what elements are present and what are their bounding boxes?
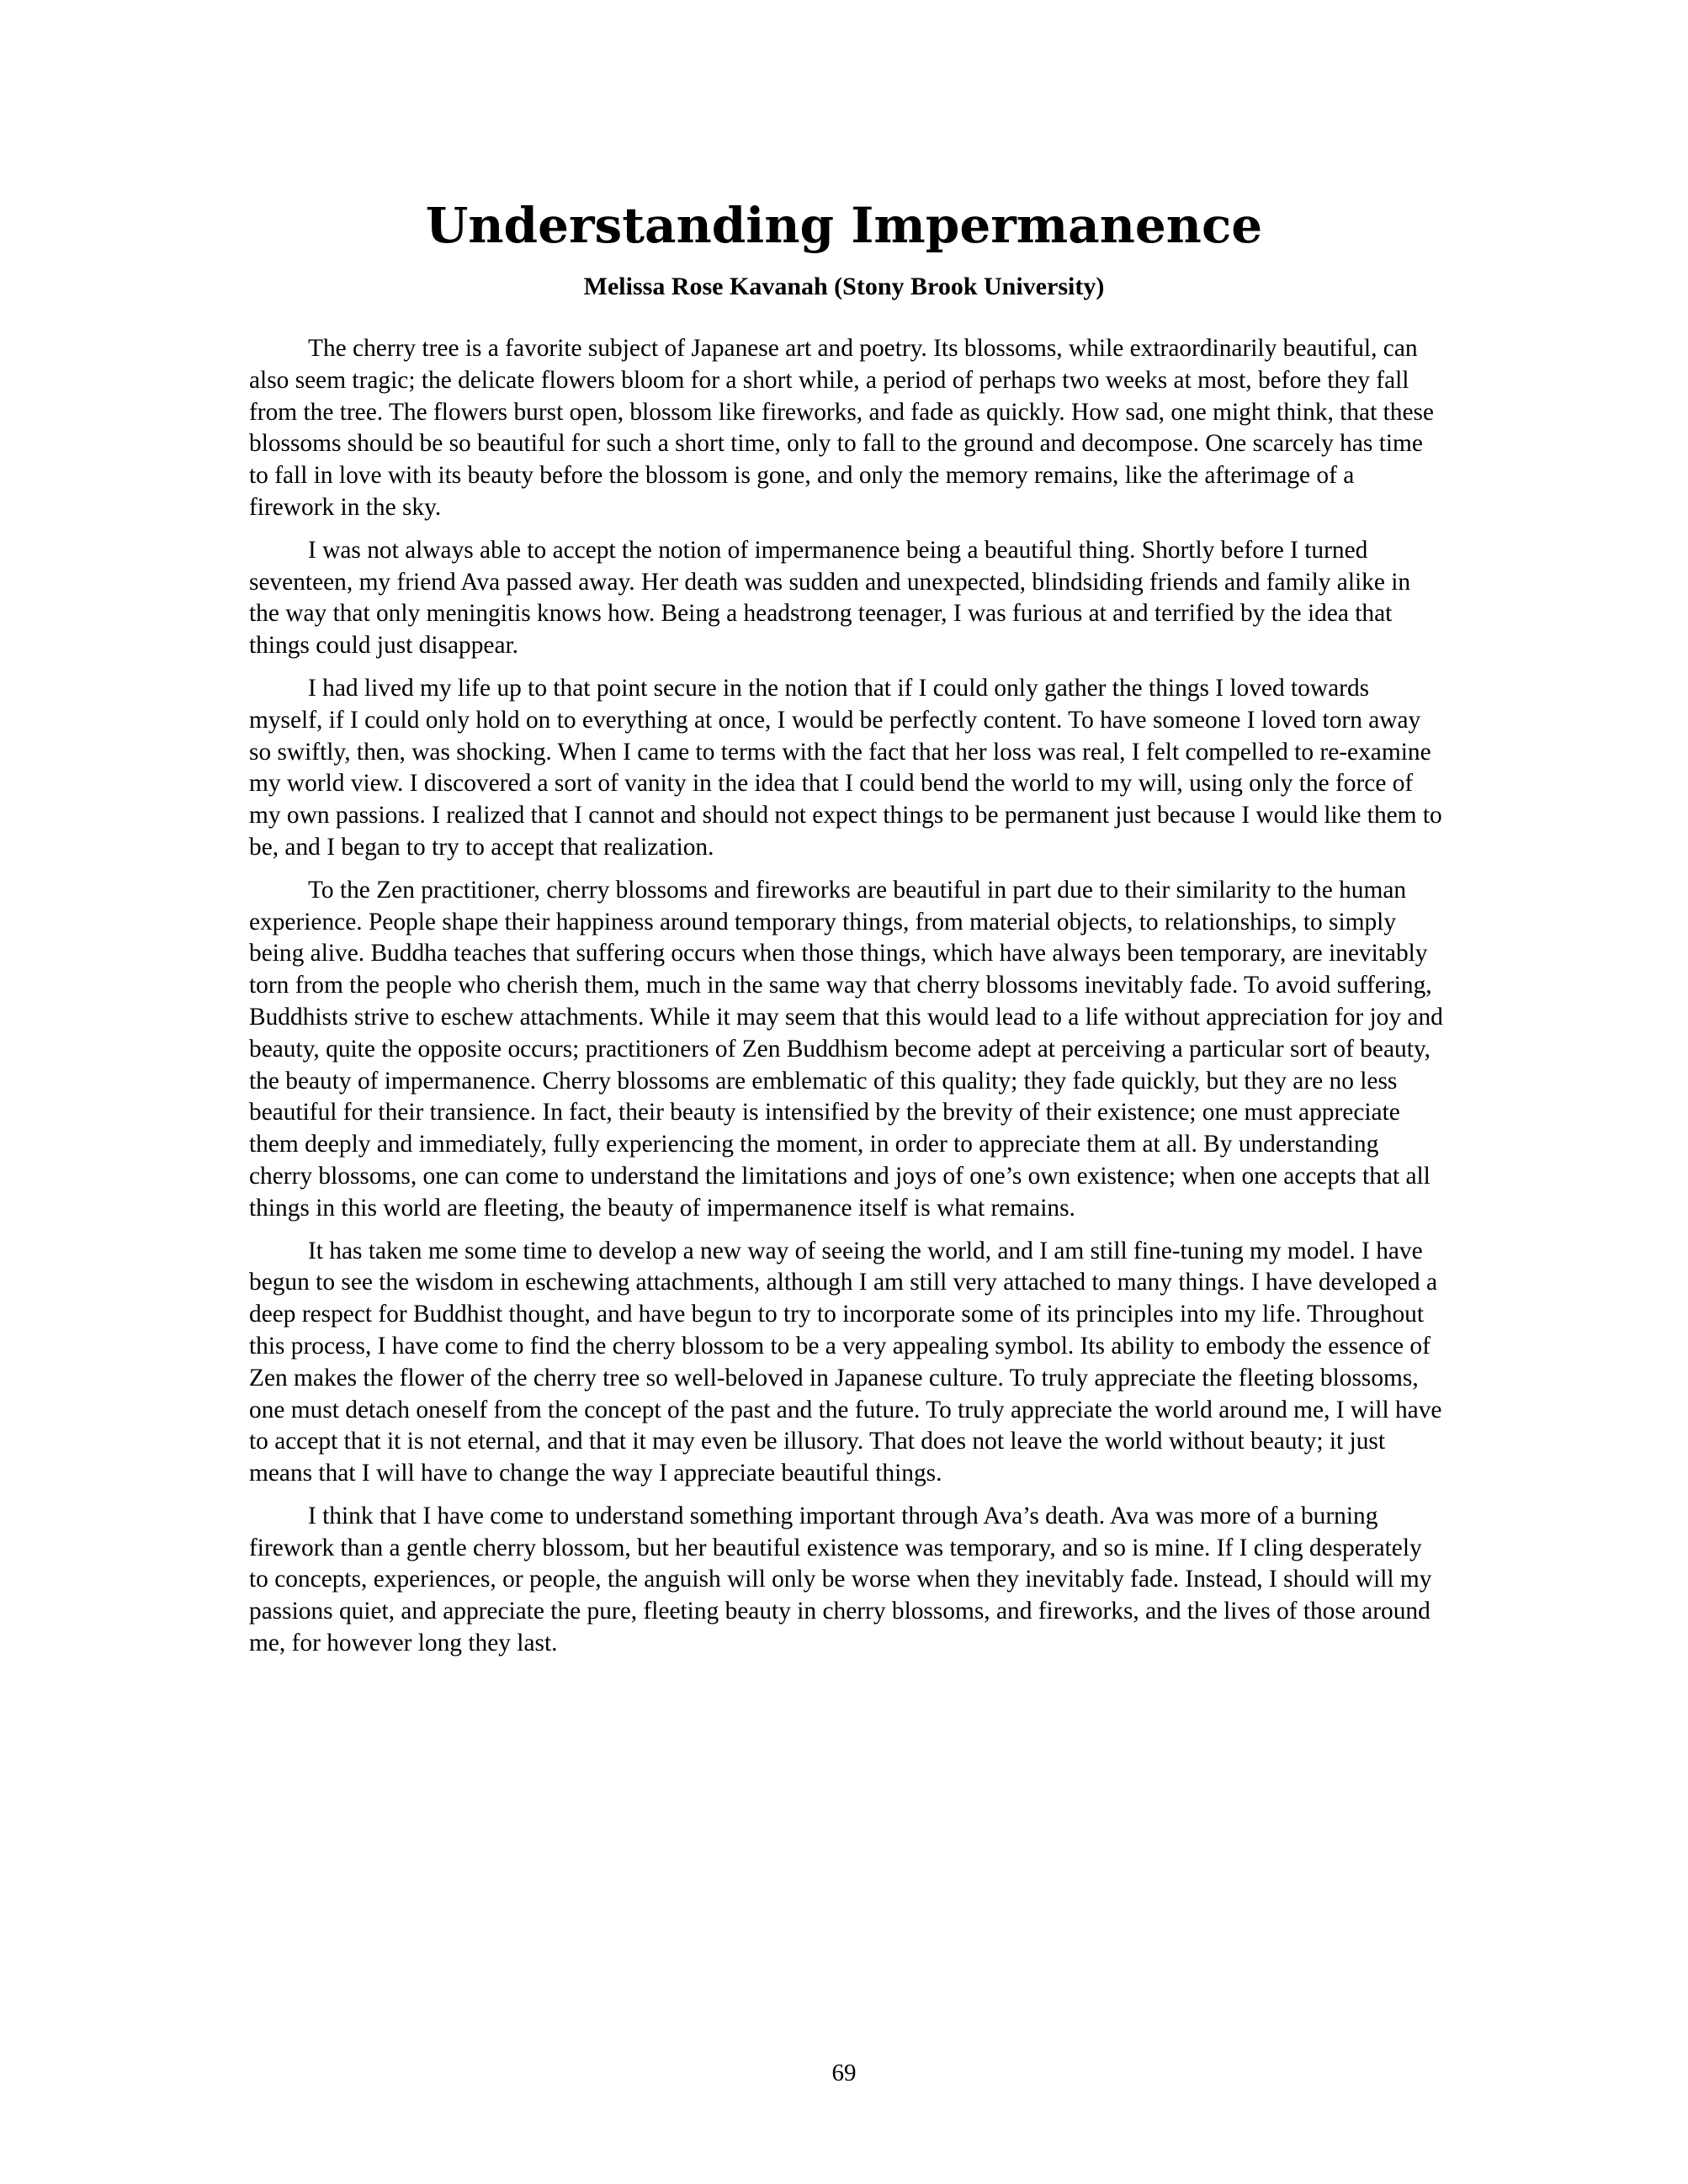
page-number: 69	[831, 2059, 857, 2086]
article-title: Understanding Impermanence	[425, 197, 1263, 254]
paragraph: I was not always able to accept the notion of impermanence being a beautiful thing. Shortly before I turned seventeen, my friend Ava passed away. Her death was sudden and unexpected, blindsiding friends and family alike in the way that only meningitis knows how. Being a headstrong teenager, I was furious at and terrified by the idea that things could just disappear.	[249, 536, 1411, 660]
article-body	[249, 333, 1444, 1671]
paragraph: The cherry tree is a favorite subject of Japanese art and poetry. Its blossoms, while extraordinarily beautiful, can also seem tragic; the delicate flowers bloom for a short while, a period of perhaps two weeks at most, before they fall from the tree. The flowers burst open, blossom like fireworks, and fade as quickly. How sad, one might think, that these blossoms should be so beautiful for such a short time, only to fall to the ground and decompose. One scarcely has time to fall in love with its beauty before the blossom is gone, and only the memory remains, like the afterimage of a firework in the sky.	[249, 335, 1434, 521]
paragraph: To the Zen practitioner, cherry blossoms and fireworks are beautiful in part due to their similarity to the human experience. People shape their happiness around temporary things, from material objects, to relationships, to simply being alive. Buddha teaches that suffering occurs when those things, which have always been temporary, are inevitably torn from the people who cherish them, much in the same way that cherry blossoms inevitably fade. To avoid suffering, Buddhists strive to eschew attachments. While it may seem that this would lead to a life without appreciation for joy and beauty, quite the opposite occurs; practitioners of Zen Buddhism become adept at perceiving a particular sort of beauty, the beauty of impermanence. Cherry blossoms are emblematic of this quality; they fade quickly, but they are no less beautiful for their transience. In fact, their beauty is intensified by the brevity of their existence; one must appreciate them deeply and immediately, fully experiencing the moment, in order to appreciate them at all. By understanding cherry blossoms, one can come to understand the limitations and joys of one’s own existence; when one accepts that all things in this world are fleeting, the beauty of impermanence itself is what remains.	[249, 876, 1443, 1222]
author-line: Melissa Rose Kavanah (Stony Brook University)	[583, 273, 1105, 300]
paragraph: I think that I have come to understand something important through Ava’s death. Ava was more of a burning firework than a gentle cherry blossom, but her beautiful existence was temporary, and so is mine. If I cling desperately to concepts, experiences, or people, the anguish will only be worse when they inevitably fade. Instead, I should will my passions quiet, and appreciate the pure, fleeting beauty in cherry blossoms, and fireworks, and the lives of those around me, for however long they last.	[249, 1502, 1432, 1657]
paragraph: It has taken me some time to develop a new way of seeing the world, and I am still fine-tuning my model. I have begun to see the wisdom in eschewing attachments, although I am still very attached to many things. I have developed a deep respect for Buddhist thought, and have begun to try to incorporate some of its principles into my life. Throughout this process, I have come to find the cherry blossom to be a very appealing symbol. Its ability to embody the essence of Zen makes the flower of the cherry tree so well-beloved in Japanese culture. To truly appreciate the fleeting blossoms, one must detach oneself from the concept of the past and the future. To truly appreciate the world around me, I will have to accept that it is not eternal, and that it may even be illusory. That does not leave the world without beauty; it just means that I will have to change the way I appreciate beautiful things.	[249, 1237, 1442, 1487]
paragraph: I had lived my life up to that point secure in the notion that if I could only gather the things I loved towards myself, if I could only hold on to everything at once, I would be perfectly content. To have someone I loved torn away so swiftly, then, was shocking. When I came to terms with the fact that her loss was real, I felt compelled to re-examine my world view. I discovered a sort of vanity in the idea that I could bend the world to my will, using only the force of my own passions. I realized that I cannot and should not expect things to be permanent just because I would like them to be, and I began to try to accept that realization.	[249, 674, 1442, 861]
